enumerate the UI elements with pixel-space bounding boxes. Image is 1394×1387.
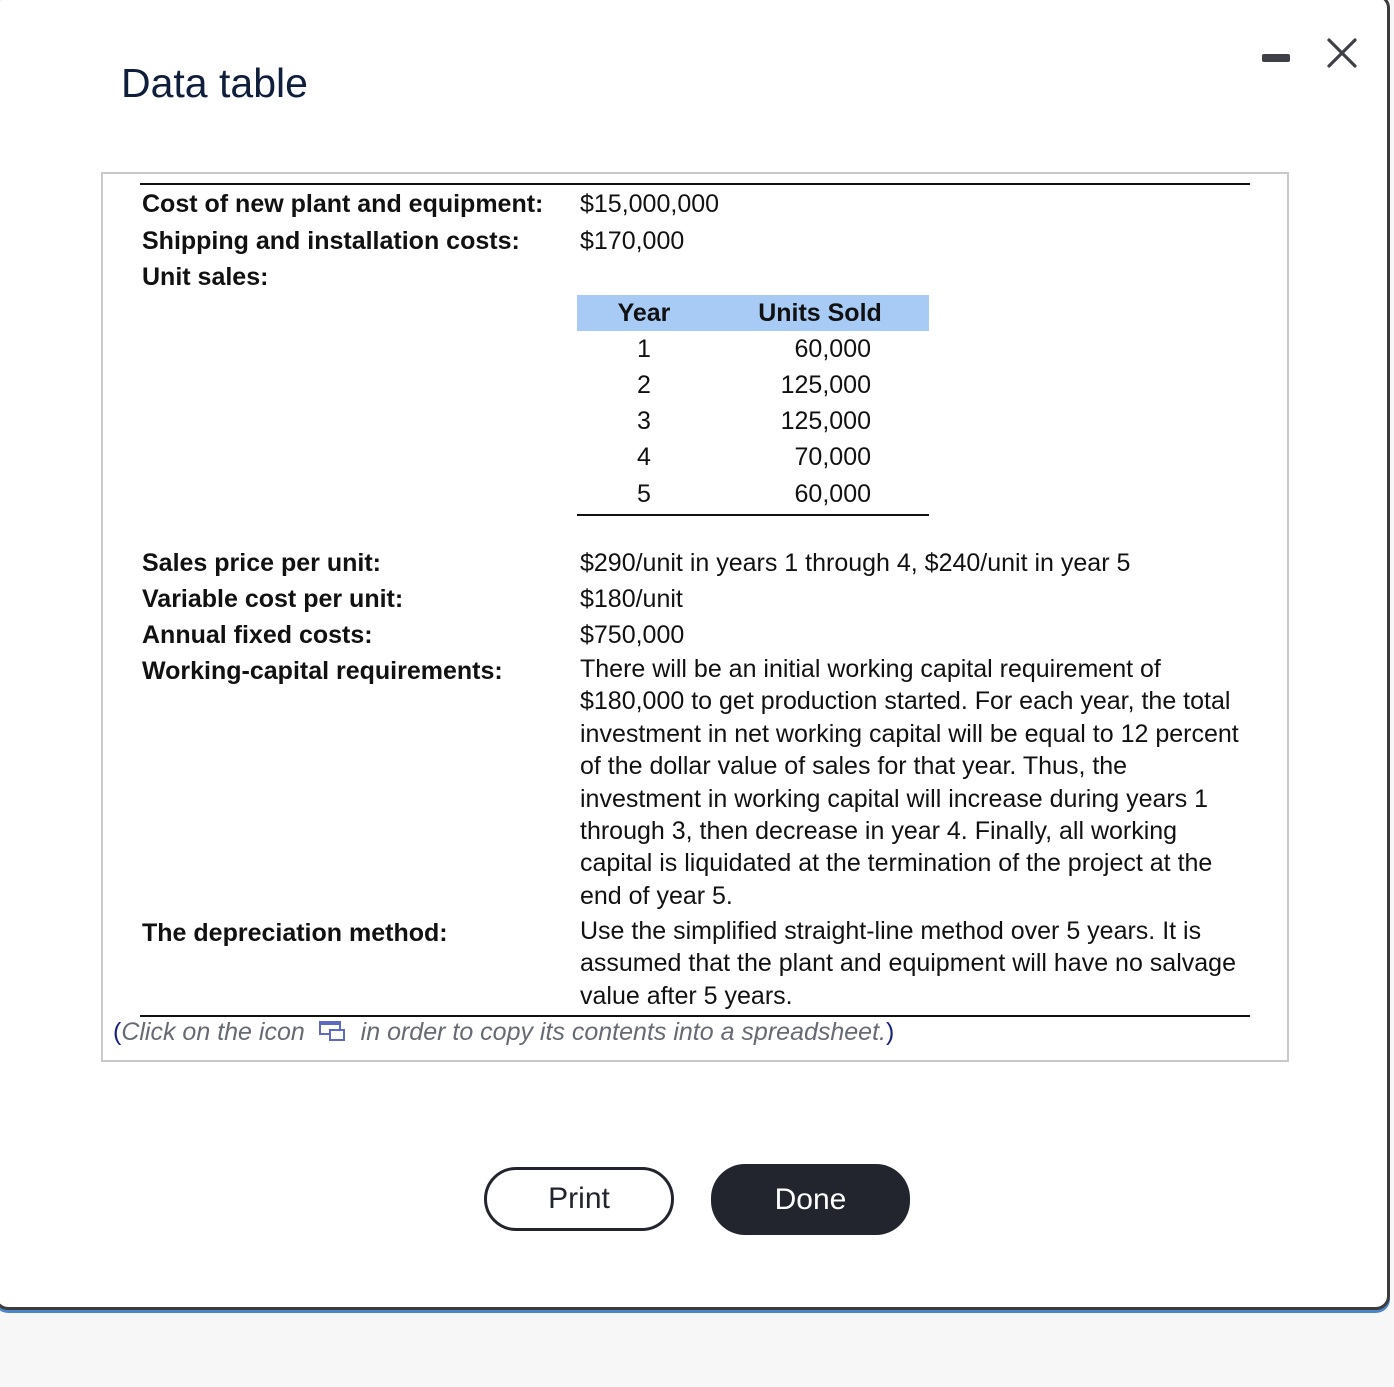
print-button[interactable]: Print (484, 1167, 674, 1231)
minimize-icon[interactable] (1262, 54, 1290, 62)
year-cell: 1 (637, 334, 651, 363)
year-cell: 2 (637, 370, 651, 399)
variable-cost-label: Variable cost per unit: (142, 585, 404, 613)
copy-spreadsheet-icon[interactable] (318, 1020, 348, 1042)
unit-sales-table (577, 295, 929, 516)
depreciation-value: Use the simplified straight-line method over 5 years. It is assumed that the plant and equipment will have no salvage value after 5 years. (580, 917, 1236, 1010)
bottom-rule (140, 1015, 1250, 1017)
sales-price-value: $290/unit in years 1 through 4, $240/unit in year 5 (580, 549, 1131, 577)
working-capital-label: Working-capital requirements: (142, 657, 503, 685)
units-sold-header: Units Sold (711, 295, 929, 331)
year-cell: 3 (637, 406, 651, 435)
note-open-paren: ( (113, 1018, 122, 1046)
working-capital-value: There will be an initial working capital requirement of $180,000 to get production started. For each year, the total investment in net working capital will be equal to 12 percent of the dollar value of sales for that year. Thus, the investment in working capital will increase during years 1 through 3, then decrease in year 4. Finally, all working capital is liquidated at the termination of the project at the end of year 5. (580, 655, 1239, 910)
sales-price-label: Sales price per unit: (142, 549, 381, 577)
plant-cost-label: Cost of new plant and equipment: (142, 190, 544, 218)
units-cell: 60,000 (711, 476, 929, 515)
top-rule (140, 183, 1250, 185)
units-cell: 125,000 (780, 370, 871, 399)
dialog-title: Data table (121, 60, 308, 106)
note-close-paren: ) (885, 1018, 895, 1046)
copy-note (113, 1018, 894, 1047)
fixed-costs-value: $750,000 (580, 621, 685, 649)
variable-cost-value: $180/unit (580, 585, 683, 613)
done-button[interactable]: Done (711, 1164, 910, 1235)
note-text-after: in order to copy its contents into a spreadsheet. (360, 1018, 886, 1046)
table-row (577, 403, 929, 439)
close-icon[interactable] (1326, 37, 1358, 69)
depreciation-label: The depreciation method: (142, 919, 448, 947)
table-header-row (577, 295, 929, 331)
table-row (577, 331, 929, 367)
year-cell: 4 (637, 443, 651, 472)
year-header: Year (577, 295, 711, 331)
fixed-costs-label: Annual fixed costs: (142, 621, 373, 649)
plant-cost-value: $15,000,000 (580, 190, 720, 218)
shipping-value: $170,000 (580, 227, 685, 255)
note-text-before: Click on the icon (121, 1018, 305, 1046)
year-cell: 5 (577, 476, 711, 515)
table-row (577, 476, 929, 515)
units-cell: 70,000 (794, 443, 871, 472)
shipping-label: Shipping and installation costs: (142, 227, 520, 255)
units-cell: 125,000 (780, 406, 871, 435)
unit-sales-label: Unit sales: (142, 263, 269, 291)
units-cell: 60,000 (794, 334, 871, 363)
table-row (577, 367, 929, 403)
table-row (577, 440, 929, 476)
